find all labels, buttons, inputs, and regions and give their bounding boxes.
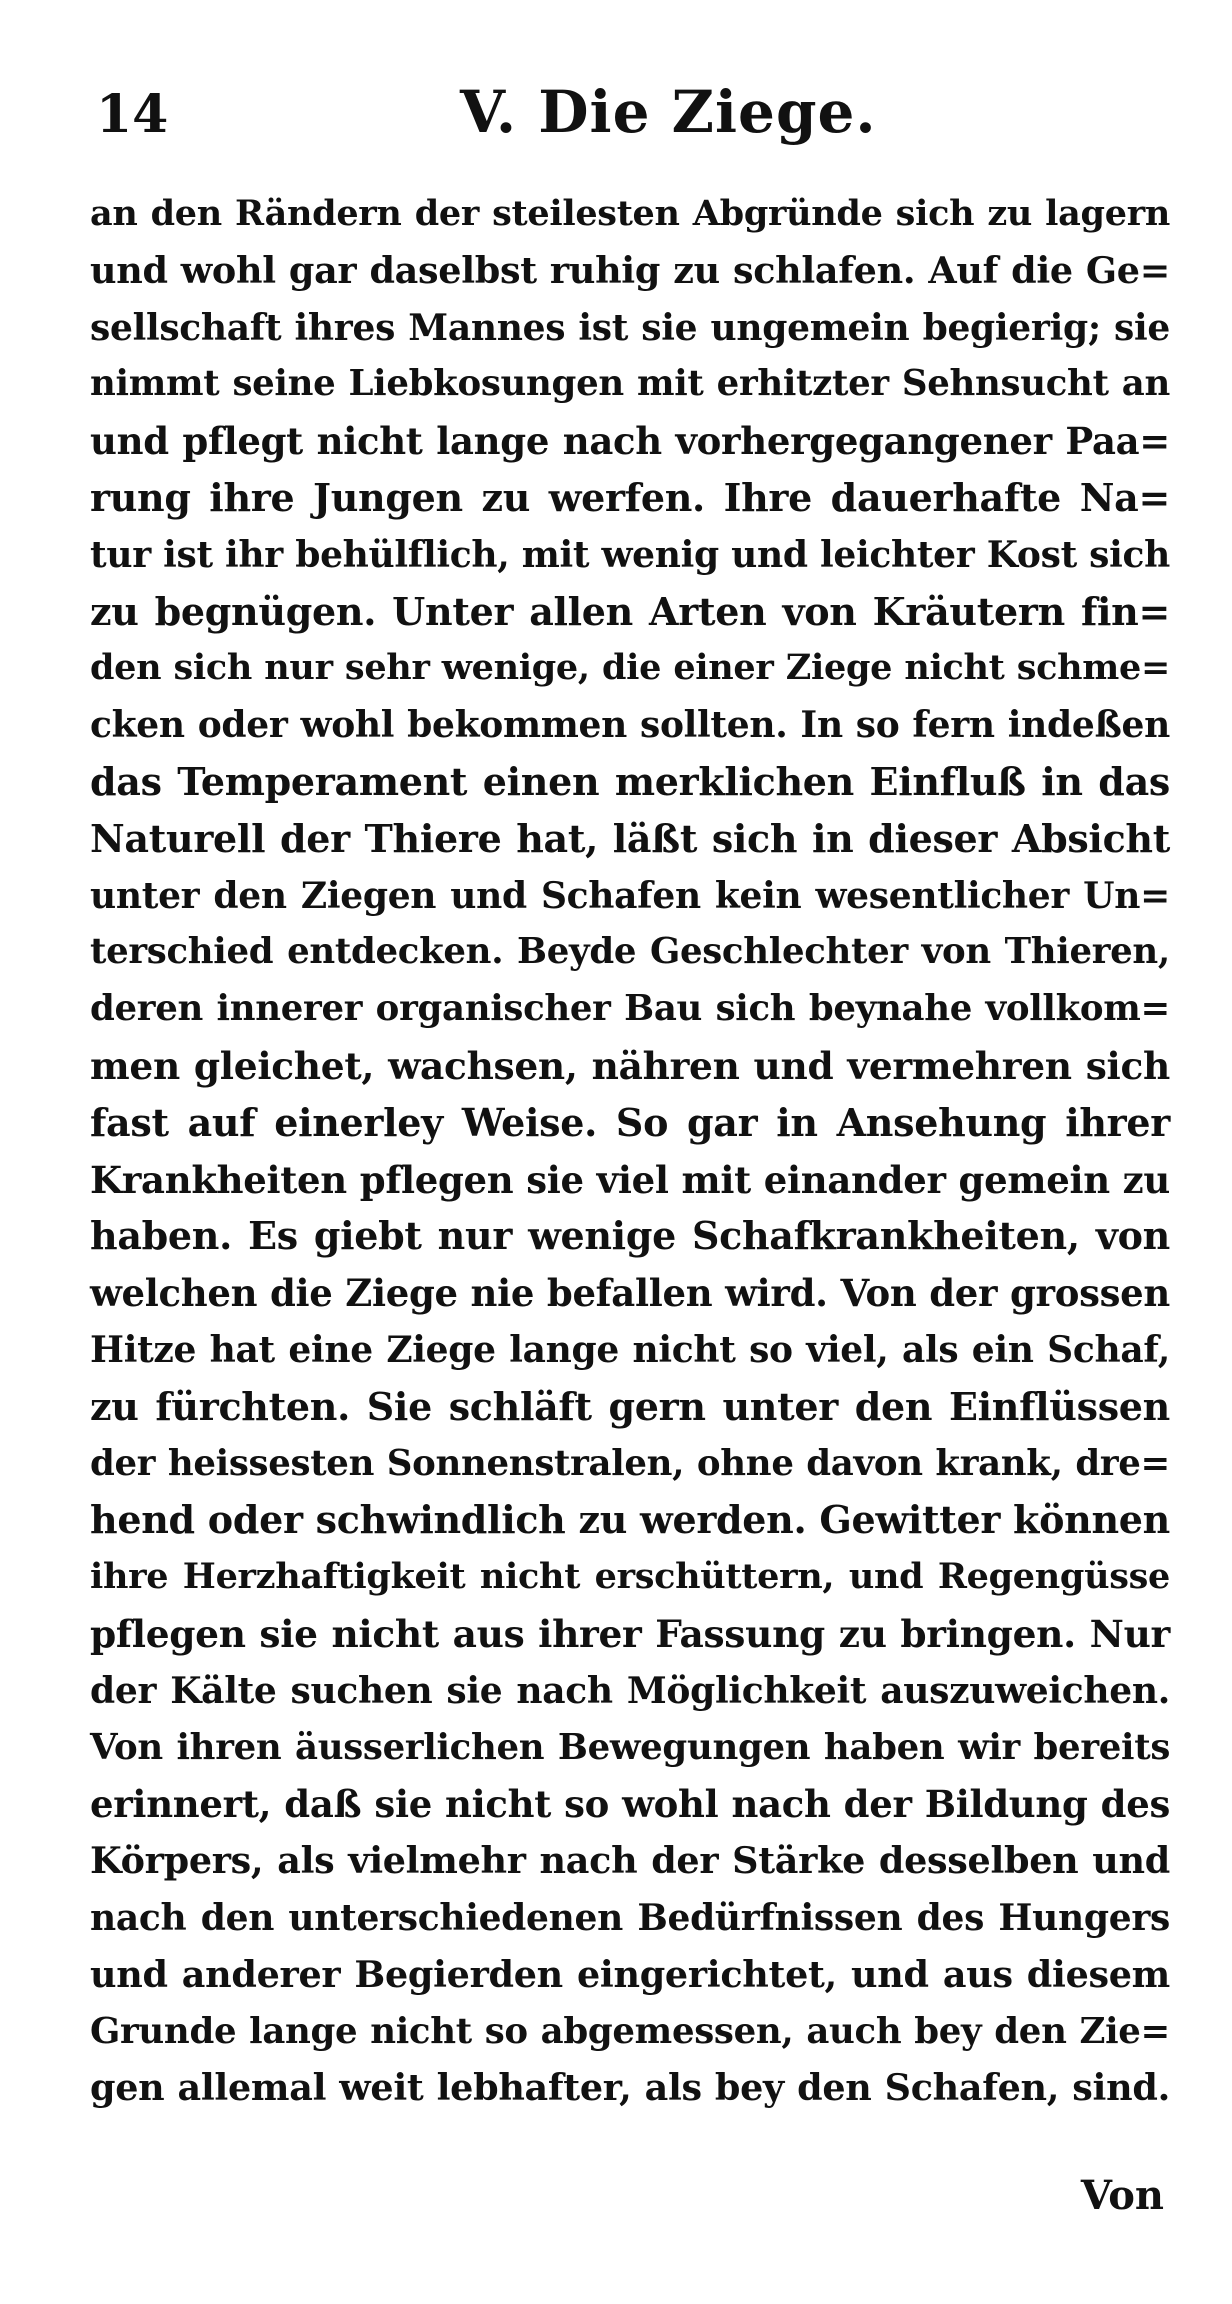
text-line: ihre Herzhaftigkeit nicht erschüttern, und Regengüsse	[90, 1556, 1170, 1598]
text-line: der Kälte suchen sie nach Möglichkeit auszuweichen.	[90, 1669, 1170, 1712]
text-line: sellschaft ihres Mannes ist sie ungemein begierig; sie	[90, 306, 1170, 349]
text-line: tur ist ihr behülflich, mit wenig und leichter Kost sich	[90, 533, 1170, 576]
text-line: terschied entdecken. Beyde Geschlechter von Thieren,	[90, 931, 1170, 973]
text-line: Von ihren äusserlichen Bewegungen haben wir bereits	[90, 1726, 1170, 1768]
text-line: Körpers, als vielmehr nach der Stärke desselben und	[90, 1839, 1170, 1883]
text-line: Krankheiten pflegen sie viel mit einander gemein zu	[90, 1157, 1170, 1202]
text-line: an den Rändern der steilesten Abgründe sich zu lagern	[90, 193, 1170, 234]
text-line: und pflegt nicht lange nach vorhergegangener Paa=	[90, 419, 1170, 464]
text-line: das Temperament einen merklichen Einfluß in das	[90, 758, 1170, 804]
text-line: erinnert, daß sie nicht so wohl nach der Bildung des	[90, 1782, 1170, 1827]
text-line: hend oder schwindlich zu werden. Gewitter können	[90, 1497, 1170, 1543]
text-line: nach den unterschiedenen Bedürfnissen des Hungers	[90, 1896, 1170, 1939]
text-line: Naturell der Thiere hat, läßt sich in dieser Absicht	[90, 815, 1170, 861]
text-line: nimmt seine Liebkosungen mit erhitzter Sehnsucht an	[90, 363, 1170, 405]
text-line: zu begnügen. Unter allen Arten von Kräutern fin=	[90, 588, 1170, 634]
text-line: der heissesten Sonnenstralen, ohne davon krank, dre=	[90, 1442, 1170, 1484]
text-line: men gleichet, wachsen, nähren und vermehren sich	[90, 1043, 1170, 1088]
page-number: 14	[96, 84, 169, 145]
body-text	[90, 186, 1170, 2117]
running-title: V. Die Ziege.	[460, 78, 877, 146]
text-line: und anderer Begierden eingerichtet, und aus diesem	[90, 1952, 1170, 1996]
text-line: gen allemal weit lebhafter, als bey den Schafen, sind.	[90, 2066, 1170, 2110]
text-line: pflegen sie nicht aus ihrer Fassung zu bringen. Nur	[90, 1611, 1170, 1656]
catchword: Von	[1080, 2172, 1164, 2219]
text-line: cken oder wohl bekommen sollten. In so fern indeßen	[90, 704, 1170, 747]
page-header	[90, 68, 1170, 158]
text-line: deren innerer organischer Bau sich beynahe vollkom=	[90, 988, 1170, 1030]
text-line: Grunde lange nicht so abgemessen, auch bey den Zie=	[90, 2010, 1170, 2052]
text-line: Hitze hat eine Ziege lange nicht so viel, als ein Schaf,	[90, 1328, 1170, 1371]
text-line: zu fürchten. Sie schläft gern unter den Einflüssen	[90, 1383, 1170, 1429]
text-line: unter den Ziegen und Schafen kein wesentlicher Un=	[90, 874, 1170, 917]
text-line: fast auf einerley Weise. So gar in Ansehung ihrer	[90, 1099, 1170, 1145]
text-line: rung ihre Jungen zu werfen. Ihre dauerhafte Na=	[90, 474, 1170, 520]
text-line: den sich nur sehr wenige, die einer Ziege nicht schme=	[90, 647, 1170, 689]
text-line: welchen die Ziege nie befallen wird. Von der grossen	[90, 1271, 1170, 1316]
text-line: und wohl gar daselbst ruhig zu schlafen. Auf die Ge=	[90, 248, 1170, 292]
text-line: haben. Es giebt nur wenige Schafkrankheiten, von	[90, 1213, 1170, 1259]
